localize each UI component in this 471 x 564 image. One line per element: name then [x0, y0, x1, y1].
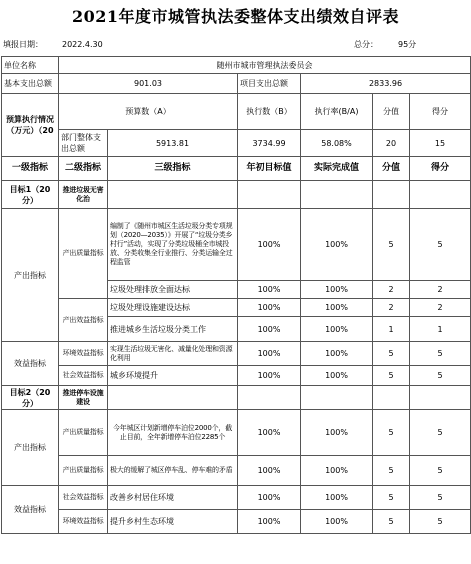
got-value: 5 — [410, 342, 471, 366]
got-value: 5 — [410, 410, 471, 456]
goal-name: 推进停车设施建设 — [59, 386, 108, 410]
indicator-text: 极大的缓解了城区停车乱、停车难的矛盾 — [108, 456, 238, 486]
env-indicator-label: 环境效益指标 — [59, 342, 108, 366]
actual-value: 100% — [301, 486, 373, 510]
project-expense-value: 2833.96 — [301, 74, 471, 94]
column-header: 二级指标 — [59, 157, 108, 181]
column-header: 得分 — [410, 157, 471, 181]
score-value: 5 — [373, 410, 410, 456]
budget-value: 58.08% — [301, 130, 373, 157]
benefit-indicator-label: 效益指标 — [2, 342, 59, 386]
report-meta — [0, 34, 471, 56]
target-value: 100% — [238, 317, 301, 342]
score-value: 5 — [373, 510, 410, 534]
actual-value: 100% — [301, 410, 373, 456]
unit-value: 随州市城市管理执法委员会 — [59, 57, 471, 74]
budget-label: 预算执行情况（万元）（20 — [2, 94, 59, 157]
got-value: 1 — [410, 317, 471, 342]
target-value: 100% — [238, 486, 301, 510]
score-value: 2 — [373, 281, 410, 299]
column-header: 实际完成值 — [301, 157, 373, 181]
score-value: 95分 — [398, 40, 417, 49]
score-value: 5 — [373, 486, 410, 510]
quality-indicator-label: 产出质量指标 — [59, 456, 108, 486]
target-value: 100% — [238, 342, 301, 366]
target-value: 100% — [238, 456, 301, 486]
actual-value: 100% — [301, 456, 373, 486]
page-title: 2021年度市城管执法委整体支出绩效自评表 — [71, 7, 400, 26]
got-value: 2 — [410, 299, 471, 317]
score-value: 5 — [373, 342, 410, 366]
benefit-indicator-label: 效益指标 — [2, 486, 59, 534]
indicator-text: 提升乡村生态环境 — [108, 510, 238, 534]
date-label: 填报日期： — [3, 40, 43, 49]
got-value: 5 — [410, 366, 471, 386]
date-value: 2022.4.30 — [62, 40, 103, 49]
column-header: 一级指标 — [2, 157, 59, 181]
goal-label: 目标1（20分） — [2, 181, 59, 209]
actual-value: 100% — [301, 510, 373, 534]
goal-name: 推进垃圾无害化治 — [59, 181, 108, 209]
score-value: 2 — [373, 299, 410, 317]
budget-header: 分值 — [373, 94, 410, 130]
project-expense-label: 项目支出总额 — [238, 74, 301, 94]
goal-label: 目标2（20分） — [2, 386, 59, 410]
target-value: 100% — [238, 510, 301, 534]
basic-expense-label: 基本支出总额 — [2, 74, 59, 94]
budget-header: 执行数（B） — [238, 94, 301, 130]
unit-label: 单位名称 — [2, 57, 59, 74]
actual-value: 100% — [301, 317, 373, 342]
budget-header: 执行率(B/A) — [301, 94, 373, 130]
actual-value: 100% — [301, 299, 373, 317]
output-indicator-label: 产出指标 — [2, 410, 59, 486]
column-header: 年初目标值 — [238, 157, 301, 181]
target-value: 100% — [238, 281, 301, 299]
budget-value: 5913.81 — [108, 130, 238, 157]
score-value: 5 — [373, 209, 410, 281]
indicator-text: 改善乡村居住环境 — [108, 486, 238, 510]
indicator-text: 今年城区计划新增停车泊位2000个，截止目前，全年新增停车泊位2285个 — [108, 410, 238, 456]
indicator-text: 编制了《随州市城区生活垃圾分类专项规划（2020—2035）》开展了“垃圾分类乡村行”活动，实现了分类垃圾桶全市城投放、分类收集全行业推行、分类运输全过程监管 — [108, 209, 238, 281]
got-value: 5 — [410, 486, 471, 510]
effect-indicator-label: 产出效益指标 — [59, 299, 108, 342]
score-value: 5 — [373, 366, 410, 386]
quality-indicator-label: 产出质量指标 — [59, 410, 108, 456]
output-indicator-label: 产出指标 — [2, 209, 59, 342]
score-value: 1 — [373, 317, 410, 342]
budget-value: 3734.99 — [238, 130, 301, 157]
score-label: 总分： — [354, 40, 378, 49]
got-value: 5 — [410, 456, 471, 486]
indicator-text: 垃圾处理设施建设达标 — [108, 299, 238, 317]
budget-header: 得分 — [410, 94, 471, 130]
indicator-text: 城乡环境提升 — [108, 366, 238, 386]
target-value: 100% — [238, 299, 301, 317]
target-value: 100% — [238, 209, 301, 281]
column-header: 分值 — [373, 157, 410, 181]
indicator-text: 垃圾处理排放全面达标 — [108, 281, 238, 299]
actual-value: 100% — [301, 209, 373, 281]
env-indicator-label: 环境效益指标 — [59, 510, 108, 534]
basic-expense-value: 901.03 — [59, 74, 238, 94]
budget-header: 预算数（A） — [59, 94, 238, 130]
actual-value: 100% — [301, 366, 373, 386]
budget-value: 20 — [373, 130, 410, 157]
score-value: 5 — [373, 456, 410, 486]
column-header: 三级指标 — [108, 157, 238, 181]
indicator-text: 实现生活垃圾无害化、减量化处理和资源化利用 — [108, 342, 238, 366]
quality-indicator-label: 产出质量指标 — [59, 209, 108, 299]
budget-value: 15 — [410, 130, 471, 157]
evaluation-table — [1, 56, 471, 534]
social-indicator-label: 社会效益指标 — [59, 486, 108, 510]
indicator-text: 推进城乡生活垃圾分类工作 — [108, 317, 238, 342]
got-value: 5 — [410, 510, 471, 534]
got-value: 5 — [410, 209, 471, 281]
social-indicator-label: 社会效益指标 — [59, 366, 108, 386]
actual-value: 100% — [301, 342, 373, 366]
actual-value: 100% — [301, 281, 373, 299]
got-value: 2 — [410, 281, 471, 299]
target-value: 100% — [238, 366, 301, 386]
target-value: 100% — [238, 410, 301, 456]
total-expense-label: 部门整体支出总额 — [59, 130, 108, 157]
